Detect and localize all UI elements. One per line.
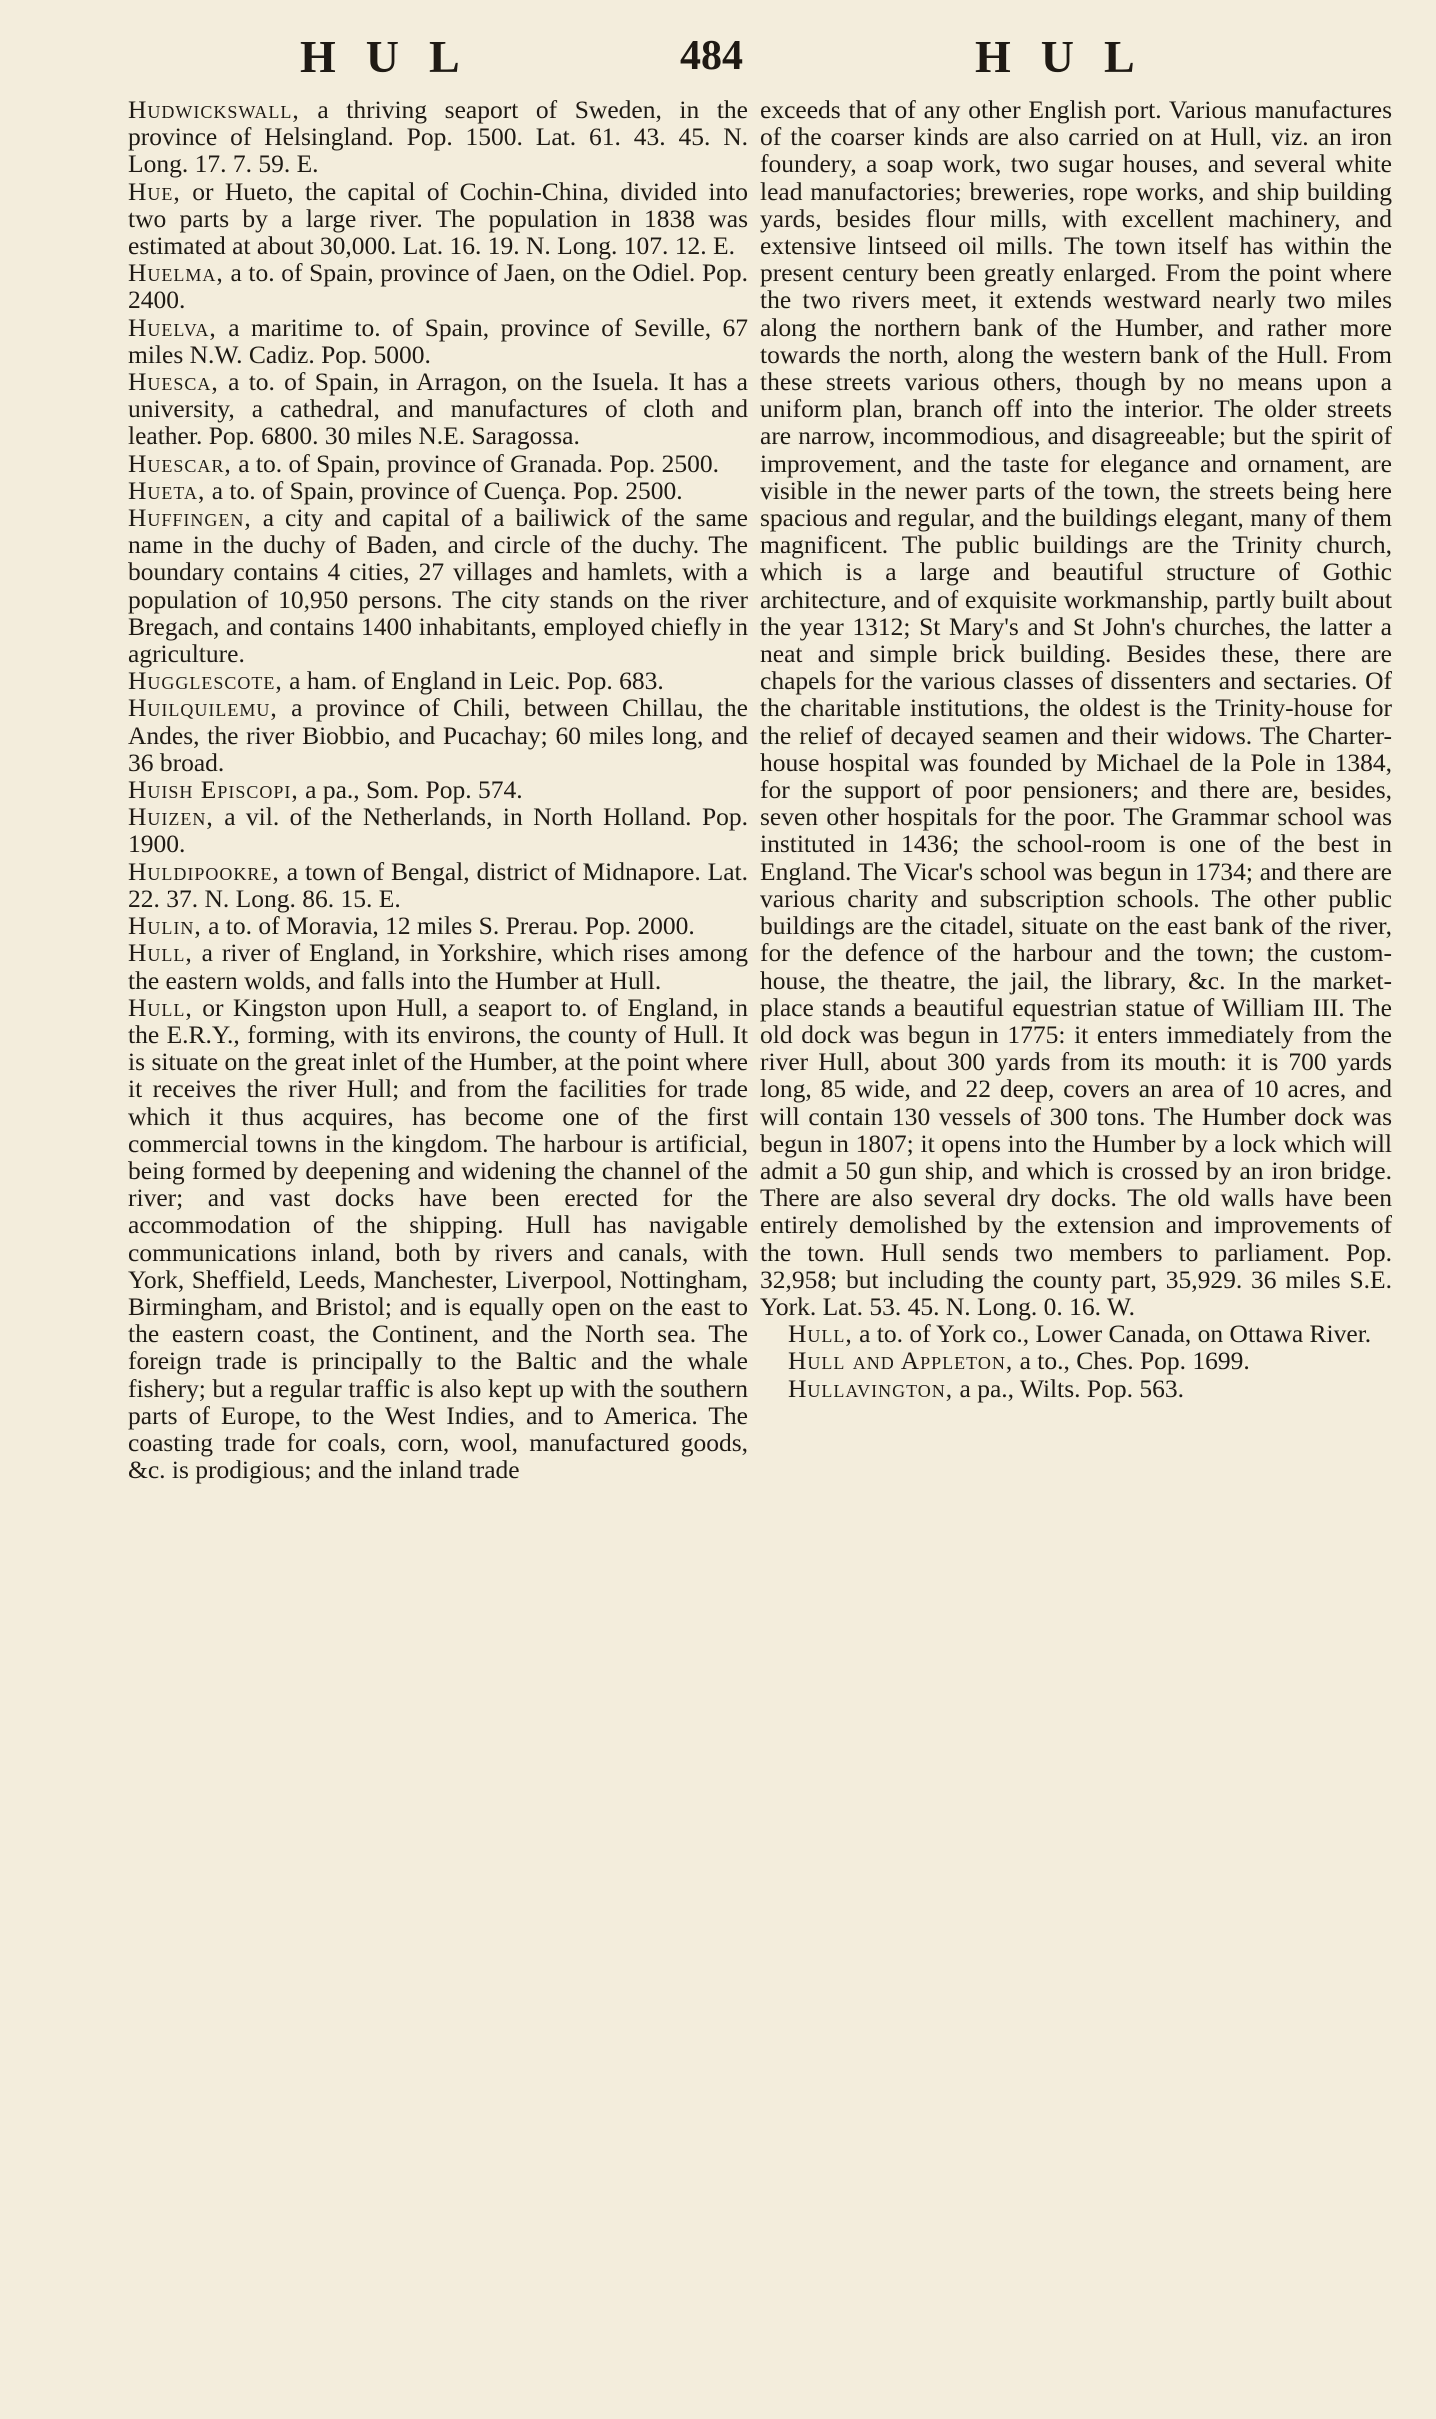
gazetteer-entry — [128, 994, 748, 1484]
entry-text: a city and capital of a bailiwick of the same name in the duchy of Baden, and circle of the duchy. The boundary contains 4 cities, 27 villages and hamlets, with a population of 10,950 persons. The city stands on the river Bregach, and contains 1400 inhabitants, employed chiefly in agriculture. — [128, 503, 749, 669]
entry-text: a ham. of England in Leic. Pop. 683. — [289, 666, 664, 696]
gazetteer-entry — [128, 667, 748, 694]
entry-text: a pa., Wilts. Pop. 563. — [959, 1373, 1184, 1403]
entry-headword: Hull, — [128, 938, 193, 968]
gazetteer-entry — [128, 858, 748, 912]
gazetteer-entry — [128, 504, 748, 667]
entry-text: a maritime to. of Spain, province of Seville, 67 miles N.W. Cadiz. Pop. 5000. — [128, 312, 749, 369]
gazetteer-entry — [128, 776, 748, 803]
gazetteer-entry — [128, 450, 748, 477]
entry-headword: Huescar, — [128, 448, 232, 478]
entry-text: a thriving seaport of Sweden, in the province of Helsingland. Pop. 1500. Lat. 61. 43. 45. N. Long. 17. 7. 59. E. — [128, 95, 749, 179]
right-entries — [760, 1320, 1392, 1402]
gazetteer-entry — [128, 259, 748, 313]
header-left-guideword: HUL — [300, 31, 490, 82]
entry-text: a to., Ches. Pop. 1699. — [1019, 1346, 1250, 1376]
entry-text: or Hueto, the capital of Cochin-China, divided into two parts by a large river. The population in 1838 was estimated at about 30,000. Lat. 16. 19. N. Long. 107. 12. E. — [128, 176, 749, 261]
continued-entry-text: exceeds that of any other English port. Various manufactures of the coarser kinds are also carried on at Hull, viz. an iron foundery, a soap work, two sugar houses, and several white lead manufactories; breweries, rope works, and ship building yards, besides flour mills, with excellent machinery, and extensive lintseed oil mills. The town itself has within the present century been greatly enlarged. From the point where the two rivers meet, it extends westward nearly two miles along the northern bank of the Humber, and rather more towards the north, along the western bank of the Hull. From these streets various others, though by no means upon a uniform plan, branch off into the interior. The older streets are narrow, incommodious, and disagreeable; but the spirit of improvement, and the taste for elegance and ornament, are visible in the newer parts of the town, the streets being here spacious and regular, and the buildings elegant, many of them magnificent. The public buildings are the Trinity church, which is a large and beautiful structure of Gothic architecture, and of exquisite workmanship, partly built about the year 1312; St Mary's and St John's churches, the latter a neat and simple brick building. Besides these, there are chapels for the various classes of dissenters and sectaries. Of the charitable institutions, the oldest is the Trinity-house for the relief of decayed seamen and their widows. The Charter-house hospital was founded by Michael de la Pole in 1384, for the support of poor pensioners; and there are, besides, seven other hospitals for the poor. The Grammar school was instituted in 1436; the school-room is one of the best in England. The Vicar's school was begun in 1734; and there are various charity and subscription schools. The other public buildings are the citadel, situate on the east bank of the river, for the defence of the harbour and the town; the custom-house, the theatre, the jail, the library, &c. In the market-place stands a beautiful equestrian statue of William III. The old dock was begun in 1775: it enters immediately from the river Hull, about 300 yards from its mouth: it is 700 yards long, 85 wide, and 22 deep, covers an area of 10 acres, and will contain 130 vessels of 300 tons. The Humber dock was begun in 1807; it opens into the Humber by a lock which will admit a 50 gun ship, and which is crossed by an iron bridge. There are also several dry docks. The old walls have been entirely demolished by the extension and improvements of the town. Hull sends two members to parliament. Pop. 32,958; but including the county part, 35,929. 36 miles S.E. York. Lat. 53. 45. N. Long. 0. 16. W. — [760, 95, 1392, 1321]
entry-headword: Hull, — [788, 1319, 853, 1349]
entry-headword: Huesca, — [128, 367, 219, 397]
left-column — [128, 96, 748, 1483]
entry-headword: Hull, — [128, 992, 193, 1022]
entry-headword: Hulin, — [128, 911, 202, 941]
entry-text: a to. of York co., Lower Canada, on Ottawa River. — [859, 1319, 1372, 1349]
entry-text: a to. of Spain, province of Granada. Pop. 2500. — [238, 448, 720, 478]
gazetteer-entry — [128, 939, 748, 993]
gazetteer-entry — [760, 1347, 1392, 1374]
gazetteer-entry — [128, 314, 748, 368]
entry-headword: Hull and Appleton, — [788, 1346, 1014, 1376]
entry-text: a river of England, in Yorkshire, which rises among the eastern wolds, and falls into the Humber at Hull. — [128, 938, 748, 995]
gazetteer-entry — [128, 803, 748, 857]
gazetteer-entry — [128, 368, 748, 450]
entry-text: a to. of Spain, province of Jaen, on the Odiel. Pop. 2400. — [128, 258, 749, 315]
entry-headword: Huelva, — [128, 312, 217, 342]
right-column — [760, 96, 1392, 1402]
entry-headword: Huilquilemu, — [128, 693, 278, 723]
header-right-guideword: HUL — [975, 31, 1165, 82]
entry-text: a to. of Spain, province of Cuença. Pop. 2500. — [211, 475, 683, 505]
entry-headword: Hue, — [128, 176, 181, 206]
entry-headword: Huelma, — [128, 258, 224, 288]
gazetteer-entry — [128, 477, 748, 504]
entry-text: a town of Bengal, district of Midnapore. Lat. 22. 37. N. Long. 86. 15. E. — [128, 856, 749, 913]
gazetteer-entry — [760, 1320, 1392, 1347]
entry-headword: Hudwickswall, — [128, 95, 300, 124]
page-number: 484 — [680, 33, 743, 79]
gazetteer-entry — [128, 694, 748, 776]
entry-text: a pa., Som. Pop. 574. — [305, 775, 523, 805]
entry-text: a to. of Spain, in Arragon, on the Isuela. It has a university, a cathedral, and manufactures of cloth and leather. Pop. 6800. 30 miles N.E. Saragossa. — [128, 367, 748, 451]
gazetteer-entry — [760, 1375, 1392, 1402]
gazetteer-entry — [128, 96, 748, 178]
entry-headword: Huffingen, — [128, 503, 252, 533]
entry-text: or Kingston upon Hull, a seaport to. of England, in the E.R.Y., forming, with its environs, the county of Hull. It is situate on the great inlet of the Humber, at the point where it receives the river Hull; and from the facilities for trade which it thus acquires, has become one of the first commercial towns in the kingdom. The harbour is artificial, being formed by deepening and widening the channel of the river; and vast docks have been erected for the accommodation of the shipping. Hull has navigable communications inland, both by rivers and canals, with York, Sheffield, Leeds, Manchester, Liverpool, Nottingham, Birmingham, and Bristol; and is equally open on the east to the eastern coast, the Continent, and the North sea. The foreign trade is principally to the Baltic and the whale fishery; but a regular traffic is also kept up with the southern parts of Europe, to the West Indies, and to America. The coasting trade for coals, corn, wool, manufactured goods, &c. is prodigious; and the inland trade — [128, 992, 748, 1485]
page-header — [0, 30, 1436, 90]
entry-headword: Hugglescote, — [128, 666, 283, 696]
gazetteer-entry — [128, 912, 748, 939]
entry-text: a to. of Moravia, 12 miles S. Prerau. Pop. 2000. — [208, 911, 695, 941]
entry-text: a province of Chili, between Chillau, the Andes, the river Biobbio, and Pucachay; 60 miles long, and 36 broad. — [128, 693, 748, 777]
entry-headword: Huizen, — [128, 802, 214, 832]
entry-headword: Hueta, — [128, 475, 206, 505]
gazetteer-entry — [128, 178, 748, 260]
entry-headword: Huish Episcopi, — [128, 775, 299, 805]
entry-text: a vil. of the Netherlands, in North Holland. Pop. 1900. — [128, 802, 749, 859]
entry-headword: Hullavington, — [788, 1373, 954, 1403]
entry-headword: Huldipookre, — [128, 856, 280, 886]
